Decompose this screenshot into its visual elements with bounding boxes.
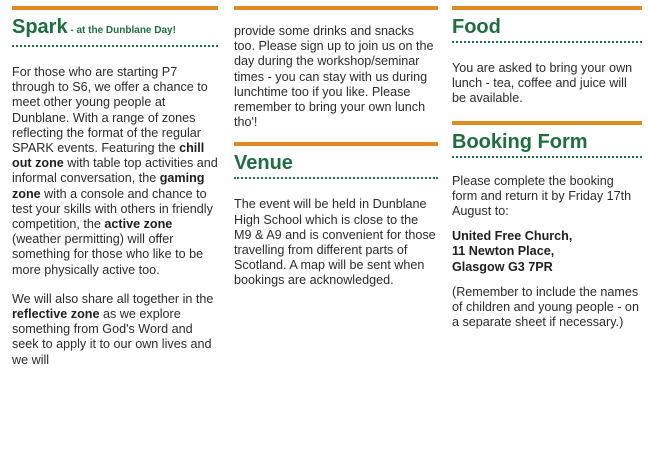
church-address — [452, 229, 642, 275]
text-run: with table top activities and informal conversation, the — [12, 156, 218, 186]
spark-column — [12, 6, 218, 368]
address-line: United Free Church, — [452, 229, 573, 244]
food-booking-column — [452, 6, 642, 330]
text-run: For those who are starting P7 through to S6, we offer a chance to meet other young people at Dunblane. With a range of zones reflecting the format of the regular SPARK events. Featuring the — [12, 65, 208, 156]
booking-note: (Remember to include the names of children and young people - on a separate sheet if necessary.) — [452, 284, 639, 330]
orange-rule — [234, 6, 438, 10]
text-run: as we explore something from God's Word and seek to apply it to our own lives and we will — [12, 307, 212, 367]
text-run: We will also share all together in the — [12, 291, 214, 306]
zone-name: chill out zone — [12, 141, 205, 171]
spark-paragraph-1 — [12, 65, 218, 278]
address-line: Glasgow G3 7PR — [452, 259, 553, 274]
text-run: (weather permitting) will offer something for those who like to be more physically active too. — [12, 232, 204, 277]
continued-text: provide some drinks and snacks too. Please sign up to join us on the day during the workshop/seminar times - you can stay with us during lunchtime too if you like. Please remember to bring your own lunch tho'! — [234, 24, 434, 130]
spark-paragraph-2 — [12, 292, 218, 368]
text-run: with a console and chance to test your skills with others in friendly competition, the — [12, 186, 213, 232]
spark-subtitle: - at the Dunblane Day! — [67, 25, 176, 36]
dotted-divider — [234, 177, 438, 179]
spark-heading — [12, 10, 218, 43]
dotted-divider — [452, 156, 642, 158]
dotted-divider — [452, 41, 642, 43]
venue-heading: Venue — [234, 152, 293, 175]
zone-name: reflective zone — [12, 307, 100, 322]
booking-text: Please complete the booking form and return it by Friday 17th August to: — [452, 173, 632, 219]
zone-name: gaming zone — [12, 171, 205, 201]
zone-name: active zone — [104, 217, 173, 232]
booking-form-heading: Booking Form — [452, 130, 588, 153]
dotted-divider — [12, 45, 218, 47]
venue-column — [234, 6, 438, 289]
spark-title: Spark — [12, 16, 68, 38]
food-heading: Food — [452, 16, 501, 38]
address-line: 11 Newton Place, — [452, 244, 555, 259]
food-text: You are asked to bring your own lunch - tea, coffee and juice will be available. — [452, 61, 633, 106]
venue-text: The event will be held in Dunblane High School which is close to the M9 & A9 and is convenient for those travelling from different parts of Scotland. A map will be sent when bookings are acknowledged. — [234, 197, 436, 288]
